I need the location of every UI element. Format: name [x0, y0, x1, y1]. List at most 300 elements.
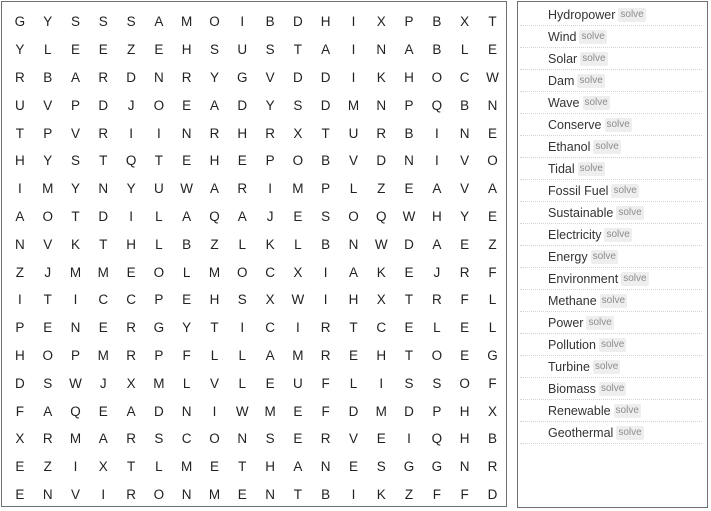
grid-cell[interactable]: T — [99, 153, 108, 169]
grid-cell[interactable]: M — [69, 264, 82, 280]
grid-cell[interactable]: X — [293, 264, 303, 280]
grid-cell[interactable]: E — [487, 208, 497, 224]
grid-cell[interactable]: K — [376, 264, 386, 280]
grid-cell[interactable]: L — [349, 181, 358, 197]
grid-cell[interactable]: V — [209, 375, 219, 391]
grid-cell[interactable]: A — [209, 181, 219, 197]
grid-cell[interactable]: E — [293, 403, 303, 419]
grid-cell[interactable]: I — [129, 125, 133, 141]
grid-cell[interactable]: A — [70, 69, 80, 85]
grid-cell[interactable]: V — [348, 153, 358, 169]
grid-cell[interactable]: H — [320, 14, 331, 30]
grid-cell[interactable]: Z — [377, 181, 386, 197]
grid-cell[interactable]: C — [459, 69, 470, 85]
grid-cell[interactable]: Y — [126, 181, 136, 197]
solve-button[interactable]: solve — [620, 8, 644, 20]
grid-cell[interactable]: J — [266, 208, 274, 224]
grid-cell[interactable]: I — [73, 292, 78, 308]
grid-cell[interactable]: X — [460, 14, 470, 30]
grid-cell[interactable]: A — [404, 42, 414, 58]
grid-cell[interactable]: N — [487, 97, 498, 113]
grid-cell[interactable]: I — [240, 14, 245, 30]
letter-grid[interactable] — [6, 8, 506, 508]
grid-cell[interactable]: T — [404, 292, 414, 308]
grid-cell[interactable]: B — [321, 486, 331, 502]
grid-cell[interactable]: J — [99, 375, 107, 391]
grid-cell[interactable]: G — [403, 459, 415, 475]
grid-cell[interactable]: T — [126, 459, 136, 475]
grid-cell[interactable]: E — [154, 42, 164, 58]
grid-cell[interactable]: E — [98, 403, 108, 419]
solve-button[interactable]: solve — [613, 184, 637, 196]
grid-cell[interactable]: H — [126, 236, 136, 252]
grid-cell[interactable]: S — [43, 375, 53, 391]
grid-cell[interactable]: V — [348, 431, 358, 447]
grid-cell[interactable]: O — [209, 431, 220, 447]
grid-cell[interactable]: N — [70, 320, 81, 336]
grid-cell[interactable]: H — [459, 403, 470, 419]
grid-cell[interactable]: L — [210, 347, 219, 363]
grid-cell[interactable]: K — [376, 486, 386, 502]
grid-cell[interactable]: N — [237, 431, 248, 447]
solve-button[interactable]: solve — [600, 338, 625, 350]
grid-cell[interactable]: E — [98, 42, 108, 58]
grid-cell[interactable]: L — [488, 320, 497, 336]
grid-cell[interactable]: T — [154, 153, 163, 169]
grid-cell[interactable]: I — [407, 431, 411, 447]
grid-cell[interactable]: L — [155, 236, 163, 252]
grid-cell[interactable]: L — [155, 208, 163, 224]
solve-button[interactable]: solve — [618, 206, 642, 218]
grid-cell[interactable]: N — [376, 42, 387, 58]
grid-cell[interactable]: F — [15, 403, 25, 419]
grid-cell[interactable]: W — [402, 208, 416, 224]
grid-cell[interactable]: B — [43, 69, 53, 85]
grid-cell[interactable]: I — [351, 486, 356, 502]
grid-cell[interactable]: I — [240, 320, 245, 336]
grid-cell[interactable]: V — [43, 236, 53, 252]
solve-button[interactable]: solve — [595, 140, 619, 152]
grid-cell[interactable]: W — [180, 181, 194, 197]
grid-cell[interactable]: M — [208, 264, 221, 280]
grid-cell[interactable]: R — [376, 125, 387, 141]
grid-cell[interactable]: T — [404, 347, 414, 363]
grid-cell[interactable]: L — [488, 292, 497, 308]
grid-cell[interactable]: Y — [43, 14, 53, 30]
grid-cell[interactable]: U — [348, 125, 359, 141]
grid-cell[interactable]: N — [15, 236, 25, 252]
grid-cell[interactable]: S — [432, 375, 442, 391]
grid-cell[interactable]: D — [320, 97, 331, 113]
grid-cell[interactable]: I — [351, 14, 356, 30]
grid-cell[interactable]: X — [487, 403, 497, 419]
grid-cell[interactable]: R — [459, 264, 470, 280]
grid-cell[interactable]: A — [154, 14, 164, 30]
grid-cell[interactable]: G — [153, 320, 165, 336]
solve-button[interactable]: solve — [618, 426, 642, 438]
grid-cell[interactable]: P — [404, 14, 414, 30]
grid-cell[interactable]: O — [237, 264, 248, 280]
grid-cell[interactable]: A — [15, 208, 25, 224]
grid-cell[interactable]: E — [487, 42, 497, 58]
grid-cell[interactable]: E — [209, 459, 219, 475]
grid-cell[interactable]: F — [488, 264, 497, 280]
grid-cell[interactable]: P — [70, 347, 80, 363]
grid-cell[interactable]: M — [181, 14, 193, 30]
grid-cell[interactable]: N — [181, 403, 192, 419]
grid-cell[interactable]: D — [404, 236, 414, 252]
grid-cell[interactable]: A — [126, 403, 136, 419]
grid-cell[interactable]: I — [157, 125, 161, 141]
grid-cell[interactable]: N — [459, 459, 470, 475]
grid-cell[interactable]: A — [321, 42, 331, 58]
grid-cell[interactable]: Q — [70, 403, 81, 419]
grid-cell[interactable]: P — [265, 153, 275, 169]
grid-cell[interactable]: E — [70, 42, 80, 58]
grid-cell[interactable]: V — [460, 181, 470, 197]
grid-cell[interactable]: M — [153, 375, 165, 391]
grid-cell[interactable]: Y — [43, 153, 53, 169]
grid-cell[interactable]: D — [126, 69, 136, 85]
grid-cell[interactable]: E — [487, 125, 497, 141]
solve-button[interactable]: solve — [606, 228, 630, 240]
grid-cell[interactable]: R — [42, 431, 53, 447]
grid-cell[interactable]: V — [70, 486, 80, 502]
grid-cell[interactable]: M — [97, 347, 109, 363]
grid-cell[interactable]: Q — [431, 431, 443, 447]
grid-cell[interactable]: Z — [488, 236, 497, 252]
grid-cell[interactable]: N — [459, 125, 470, 141]
grid-cell[interactable]: C — [181, 431, 192, 447]
grid-cell[interactable]: D — [292, 69, 303, 85]
grid-cell[interactable]: U — [292, 375, 303, 391]
grid-cell[interactable]: R — [487, 459, 498, 475]
grid-cell[interactable]: M — [347, 97, 360, 113]
grid-cell[interactable]: R — [209, 125, 220, 141]
grid-cell[interactable]: D — [98, 208, 109, 224]
grid-cell[interactable]: O — [42, 208, 53, 224]
grid-cell[interactable]: E — [376, 431, 386, 447]
grid-cell[interactable]: N — [42, 486, 53, 502]
grid-cell[interactable]: I — [268, 181, 272, 197]
grid-cell[interactable]: A — [348, 264, 358, 280]
grid-cell[interactable]: I — [101, 486, 106, 502]
grid-cell[interactable]: N — [181, 486, 192, 502]
grid-cell[interactable]: S — [265, 42, 275, 58]
grid-cell[interactable]: I — [212, 403, 217, 419]
grid-cell[interactable]: N — [404, 153, 414, 169]
grid-cell[interactable]: T — [15, 125, 25, 141]
grid-cell[interactable]: R — [126, 431, 136, 447]
grid-cell[interactable]: S — [126, 14, 136, 30]
grid-cell[interactable]: S — [404, 375, 414, 391]
grid-cell[interactable]: Y — [265, 97, 275, 113]
grid-cell[interactable]: Q — [125, 153, 137, 169]
grid-cell[interactable]: H — [348, 292, 359, 308]
grid-cell[interactable]: M — [292, 181, 304, 197]
grid-cell[interactable]: H — [404, 69, 414, 85]
grid-cell[interactable]: T — [43, 292, 52, 308]
grid-cell[interactable]: N — [376, 97, 387, 113]
grid-cell[interactable]: N — [348, 236, 359, 252]
grid-cell[interactable]: O — [42, 347, 53, 363]
grid-cell[interactable]: C — [98, 292, 109, 308]
grid-cell[interactable]: P — [432, 403, 442, 419]
grid-cell[interactable]: L — [43, 42, 52, 58]
grid-cell[interactable]: E — [460, 347, 470, 363]
grid-cell[interactable]: A — [98, 431, 108, 447]
grid-cell[interactable]: F — [321, 403, 330, 419]
grid-cell[interactable]: L — [182, 264, 191, 280]
grid-cell[interactable]: O — [209, 14, 220, 30]
grid-cell[interactable]: Q — [376, 208, 387, 224]
grid-cell[interactable]: D — [376, 153, 387, 169]
grid-cell[interactable]: P — [404, 97, 414, 113]
grid-cell[interactable]: A — [182, 208, 192, 224]
grid-cell[interactable]: T — [99, 236, 108, 252]
grid-cell[interactable]: I — [434, 153, 439, 169]
grid-cell[interactable]: H — [431, 208, 442, 224]
grid-cell[interactable]: E — [404, 264, 414, 280]
grid-cell[interactable]: I — [18, 181, 22, 197]
grid-cell[interactable]: P — [321, 181, 331, 197]
grid-cell[interactable]: O — [292, 153, 304, 169]
grid-cell[interactable]: F — [460, 486, 469, 502]
grid-cell[interactable]: R — [126, 486, 136, 502]
grid-cell[interactable]: F — [432, 486, 441, 502]
grid-cell[interactable]: R — [98, 69, 109, 85]
grid-cell[interactable]: Z — [126, 42, 136, 58]
grid-cell[interactable]: A — [293, 459, 303, 475]
grid-cell[interactable]: O — [153, 264, 165, 280]
grid-cell[interactable]: K — [70, 236, 80, 252]
grid-cell[interactable]: I — [18, 292, 22, 308]
grid-cell[interactable]: R — [181, 69, 192, 85]
grid-cell[interactable]: M — [181, 459, 193, 475]
solve-button[interactable]: solve — [582, 52, 606, 64]
grid-cell[interactable]: O — [431, 347, 443, 363]
grid-cell[interactable]: S — [321, 208, 331, 224]
solve-button[interactable]: solve — [615, 404, 639, 416]
grid-cell[interactable]: S — [376, 459, 386, 475]
grid-cell[interactable]: T — [488, 14, 497, 30]
grid-cell[interactable]: Y — [182, 320, 192, 336]
grid-cell[interactable]: R — [320, 431, 331, 447]
grid-cell[interactable]: I — [323, 292, 328, 308]
grid-cell[interactable]: R — [431, 292, 442, 308]
grid-cell[interactable]: E — [15, 459, 25, 475]
grid-cell[interactable]: D — [404, 403, 414, 419]
grid-cell[interactable]: Z — [15, 264, 25, 280]
grid-cell[interactable]: P — [154, 292, 164, 308]
grid-cell[interactable]: C — [126, 292, 136, 308]
grid-cell[interactable]: R — [126, 320, 136, 336]
grid-cell[interactable]: N — [154, 69, 164, 85]
grid-cell[interactable]: E — [98, 320, 108, 336]
grid-cell[interactable]: A — [237, 208, 247, 224]
grid-cell[interactable]: V — [43, 97, 53, 113]
grid-cell[interactable]: O — [487, 153, 498, 169]
grid-cell[interactable]: B — [404, 125, 414, 141]
grid-cell[interactable]: I — [351, 69, 356, 85]
solve-button[interactable]: solve — [594, 360, 619, 372]
grid-cell[interactable]: D — [487, 486, 498, 502]
grid-cell[interactable]: T — [238, 459, 247, 475]
grid-cell[interactable]: P — [43, 125, 53, 141]
grid-cell[interactable]: E — [348, 347, 358, 363]
grid-cell[interactable]: H — [209, 153, 220, 169]
grid-cell[interactable]: U — [15, 97, 25, 113]
grid-cell[interactable]: F — [460, 292, 469, 308]
grid-cell[interactable]: T — [321, 125, 330, 141]
grid-cell[interactable]: Z — [404, 486, 414, 502]
grid-cell[interactable]: T — [293, 486, 302, 502]
grid-cell[interactable]: L — [349, 375, 358, 391]
grid-cell[interactable]: D — [98, 97, 109, 113]
grid-cell[interactable]: H — [15, 153, 25, 169]
grid-cell[interactable]: W — [486, 69, 499, 85]
grid-cell[interactable]: A — [432, 181, 442, 197]
grid-cell[interactable]: Q — [209, 208, 220, 224]
grid-cell[interactable]: D — [348, 403, 359, 419]
grid-cell[interactable]: J — [127, 97, 135, 113]
solve-button[interactable]: solve — [579, 74, 603, 86]
grid-cell[interactable]: H — [459, 431, 470, 447]
grid-cell[interactable]: R — [320, 347, 331, 363]
grid-cell[interactable]: O — [431, 69, 443, 85]
grid-cell[interactable]: T — [71, 208, 80, 224]
grid-cell[interactable]: N — [320, 459, 331, 475]
grid-cell[interactable]: E — [15, 486, 25, 502]
grid-cell[interactable]: E — [237, 153, 247, 169]
grid-cell[interactable]: H — [181, 42, 192, 58]
grid-cell[interactable]: N — [98, 181, 109, 197]
grid-cell[interactable]: L — [294, 236, 302, 252]
grid-cell[interactable]: O — [348, 208, 359, 224]
grid-cell[interactable]: I — [295, 320, 300, 336]
grid-cell[interactable]: B — [432, 14, 442, 30]
solve-button[interactable]: solve — [581, 30, 605, 42]
grid-cell[interactable]: W — [291, 292, 305, 308]
grid-cell[interactable]: X — [376, 14, 386, 30]
grid-cell[interactable]: G — [14, 14, 26, 30]
grid-cell[interactable]: N — [181, 125, 192, 141]
grid-cell[interactable]: L — [155, 459, 163, 475]
grid-cell[interactable]: L — [433, 320, 441, 336]
grid-cell[interactable]: H — [376, 347, 387, 363]
grid-cell[interactable]: E — [126, 264, 136, 280]
grid-cell[interactable]: D — [292, 14, 303, 30]
grid-cell[interactable]: R — [265, 125, 275, 141]
grid-cell[interactable]: S — [70, 153, 80, 169]
grid-cell[interactable]: B — [487, 431, 497, 447]
grid-cell[interactable]: C — [376, 320, 387, 336]
grid-cell[interactable]: S — [237, 292, 247, 308]
solve-button[interactable]: solve — [623, 272, 647, 284]
grid-cell[interactable]: X — [15, 431, 25, 447]
grid-cell[interactable]: B — [321, 153, 331, 169]
grid-cell[interactable]: S — [70, 14, 80, 30]
grid-cell[interactable]: J — [44, 264, 52, 280]
grid-cell[interactable]: I — [129, 208, 133, 224]
grid-cell[interactable]: Y — [15, 42, 25, 58]
grid-cell[interactable]: Y — [460, 208, 470, 224]
grid-cell[interactable]: C — [265, 264, 275, 280]
grid-cell[interactable]: X — [265, 292, 275, 308]
grid-cell[interactable]: A — [209, 97, 219, 113]
grid-cell[interactable]: I — [323, 264, 328, 280]
grid-cell[interactable]: X — [98, 459, 108, 475]
solve-button[interactable]: solve — [600, 382, 625, 394]
grid-cell[interactable]: W — [235, 403, 249, 419]
grid-cell[interactable]: E — [182, 153, 192, 169]
grid-cell[interactable]: V — [460, 153, 470, 169]
grid-cell[interactable]: E — [460, 320, 470, 336]
grid-cell[interactable]: H — [265, 459, 275, 475]
grid-cell[interactable]: H — [209, 292, 220, 308]
grid-cell[interactable]: B — [182, 236, 192, 252]
solve-button[interactable]: solve — [592, 250, 616, 262]
grid-cell[interactable]: T — [293, 42, 302, 58]
grid-cell[interactable]: E — [182, 97, 192, 113]
grid-cell[interactable]: L — [238, 347, 247, 363]
grid-cell[interactable]: R — [237, 181, 248, 197]
grid-cell[interactable]: Y — [70, 181, 80, 197]
solve-button[interactable]: solve — [601, 294, 626, 306]
grid-cell[interactable]: M — [208, 486, 221, 502]
grid-cell[interactable]: I — [351, 42, 356, 58]
grid-cell[interactable]: K — [376, 69, 386, 85]
grid-cell[interactable]: L — [460, 42, 469, 58]
grid-cell[interactable]: M — [97, 264, 109, 280]
grid-cell[interactable]: I — [73, 459, 78, 475]
grid-cell[interactable]: G — [431, 459, 443, 475]
grid-cell[interactable]: P — [70, 97, 80, 113]
grid-cell[interactable]: F — [488, 375, 497, 391]
grid-cell[interactable]: R — [15, 69, 25, 85]
grid-cell[interactable]: Z — [43, 459, 52, 475]
grid-cell[interactable]: U — [237, 42, 248, 58]
grid-cell[interactable]: Y — [209, 69, 219, 85]
grid-cell[interactable]: O — [459, 375, 470, 391]
grid-cell[interactable]: I — [379, 375, 384, 391]
grid-cell[interactable]: J — [433, 264, 441, 280]
solve-button[interactable]: solve — [588, 316, 612, 328]
grid-cell[interactable]: C — [265, 320, 275, 336]
grid-cell[interactable]: R — [320, 320, 331, 336]
grid-cell[interactable]: A — [265, 347, 275, 363]
grid-cell[interactable]: T — [210, 320, 219, 336]
grid-cell[interactable]: X — [126, 375, 136, 391]
grid-cell[interactable]: M — [42, 181, 54, 197]
grid-cell[interactable]: B — [321, 236, 331, 252]
grid-cell[interactable]: R — [126, 347, 136, 363]
grid-cell[interactable]: X — [376, 292, 386, 308]
grid-cell[interactable]: H — [15, 347, 25, 363]
grid-cell[interactable]: D — [320, 69, 331, 85]
grid-cell[interactable]: E — [460, 236, 470, 252]
grid-cell[interactable]: E — [293, 208, 303, 224]
grid-cell[interactable]: A — [43, 403, 53, 419]
grid-cell[interactable]: L — [238, 236, 247, 252]
grid-cell[interactable]: R — [98, 125, 109, 141]
grid-cell[interactable]: D — [237, 97, 248, 113]
grid-cell[interactable]: B — [432, 42, 442, 58]
grid-cell[interactable]: P — [15, 320, 25, 336]
solve-button[interactable]: solve — [579, 162, 603, 174]
grid-cell[interactable]: L — [238, 375, 247, 391]
grid-cell[interactable]: U — [154, 181, 164, 197]
